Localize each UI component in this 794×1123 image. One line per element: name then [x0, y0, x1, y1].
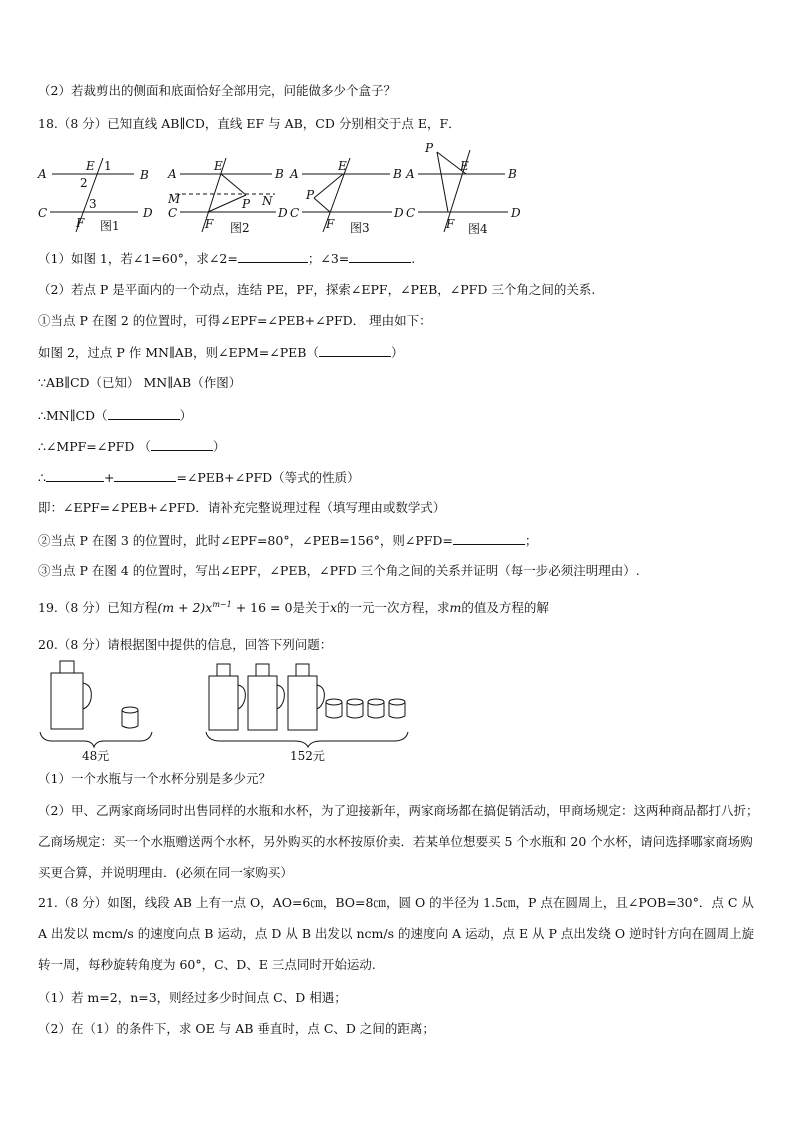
cup-icon — [326, 699, 342, 718]
fig2-label-M: M — [168, 192, 181, 206]
q18-part1-text-b: ；∠3= — [307, 251, 350, 266]
q18-step4-close: ） — [179, 408, 193, 423]
price-label-48: 48元 — [82, 749, 110, 763]
q18-step4-text: ∴MN∥CD（ — [38, 408, 108, 423]
thermos-icon — [209, 664, 245, 730]
figure-3 — [302, 158, 392, 232]
fig2-label-E: E — [214, 159, 223, 173]
fig2-label-P: P — [242, 197, 251, 211]
q18-step3: ∵AB∥CD（已知） MN∥AB（作图） — [38, 375, 242, 390]
q18-part1-text-a: （1）如图 1，若∠1=60°，求∠2= — [38, 251, 238, 266]
q18-step1: ①当点 P 在图 2 的位置时，可得∠EPF=∠PEB+∠PFD． 理由如下： — [38, 313, 432, 328]
fig3-label-F: F — [326, 217, 335, 231]
q19-eq-exponent: m−1 — [212, 600, 232, 609]
fig4-label-C: C — [406, 206, 416, 220]
answer-blank-angle2[interactable] — [238, 249, 308, 263]
q18-step8-end: ； — [524, 533, 538, 548]
fig1-label-A: A — [38, 167, 47, 181]
q19-text-d: 的值及方程的解 — [461, 600, 549, 616]
fig2-label-B: B — [275, 167, 284, 181]
q19-var-x: x — [329, 600, 338, 616]
fig4-label-P: P — [425, 141, 434, 155]
answer-blank-reason2[interactable] — [108, 406, 180, 420]
q19-text-b: 是关于 — [292, 600, 330, 616]
fig3-label-A: A — [290, 167, 299, 181]
cup-icon — [368, 699, 384, 718]
q18-step8 — [38, 531, 537, 550]
fig1-caption: 图1 — [100, 219, 120, 233]
cup-icon — [347, 699, 363, 718]
fig4-caption: 图4 — [468, 222, 488, 236]
fig2-label-N: N — [262, 194, 273, 208]
fig3-caption: 图3 — [350, 221, 370, 235]
answer-blank-reason3[interactable] — [151, 437, 213, 451]
answer-blank-expr1[interactable] — [46, 468, 104, 482]
q19-eq-left: (m + 2)x — [157, 600, 213, 616]
q18-step2-close: ） — [390, 345, 404, 360]
fig3-label-C: C — [290, 206, 300, 220]
fig4-label-A: A — [406, 167, 415, 181]
fig2-caption: 图2 — [230, 221, 250, 235]
q18-part1 — [38, 249, 415, 268]
q18-part1-text-c: . — [411, 251, 416, 266]
q18-step8-text: ②当点 P 在图 3 的位置时，此时∠EPF=80°，∠PEB=156°，则∠PFD= — [38, 533, 453, 548]
fig1-angle-2: 2 — [80, 176, 88, 190]
q17-part2: （2）若裁剪出的侧面和底面恰好全部用完，问能做多少个盒子？ — [38, 83, 396, 98]
fig2-label-A: A — [168, 167, 177, 181]
q19-equation — [157, 600, 292, 615]
q19 — [38, 596, 549, 617]
q19-text-a: 19.（8 分）已知方程 — [38, 600, 158, 616]
q21-part2: （2）在（1）的条件下，求 OE 与 AB 垂直时，点 C、D 之间的距离； — [38, 1021, 435, 1036]
fig1-angle-3: 3 — [89, 197, 97, 211]
q18-step5 — [38, 437, 225, 456]
answer-blank-pfd[interactable] — [453, 531, 525, 545]
q20-part1: （1）一个水瓶与一个水杯分别是多少元？ — [38, 771, 271, 786]
thermos-icon — [288, 664, 324, 730]
fig2-label-F: F — [205, 217, 214, 231]
q18-step5-close: ） — [212, 439, 226, 454]
q18-step7: 即：∠EPF=∠PEB+∠PFD．请补充完整说理过程（填写理由或数学式） — [38, 500, 446, 515]
q19-eq-right: + 16 = 0 — [231, 600, 293, 616]
fig3-label-E: E — [338, 159, 347, 173]
fig4-label-F: F — [446, 217, 455, 231]
fig1-label-C: C — [38, 206, 48, 220]
q21-text: 21.（8 分）如图，线段 AB 上有一点 O，AO=6㎝，BO=8㎝，圆 O 的半径为 1.5㎝，P 点在圆周上，且∠POB=30°．点 C 从 A 出发以 mcm/s 的速度向点 B 运动，点 D 从 B 出发以 ncm/s 的速度向 A 运动，点 E 从 P 点出发绕 O 逆时针方向在圆周上旋转一周，每秒旋转角度为 60°，C、D、E 三点同时开始运动. — [38, 895, 755, 972]
fig2-label-C: C — [168, 206, 178, 220]
q21-part1: （1）若 m=2，n=3，则经过多少时间点 C、D 相遇； — [38, 990, 347, 1005]
brace-left — [40, 732, 152, 747]
figure-2 — [175, 158, 276, 232]
fig1-label-E: E — [86, 159, 95, 173]
q18-step5-text: ∴∠MPF=∠PFD （ — [38, 439, 151, 454]
fig3-label-P: P — [306, 188, 315, 202]
brace-right — [206, 732, 408, 747]
q18-step6-plus: + — [103, 470, 115, 485]
fig3-label-B: B — [393, 167, 402, 181]
answer-blank-angle3[interactable] — [349, 249, 411, 263]
q18-step6-text: =∠PEB+∠PFD（等式的性质） — [176, 470, 360, 485]
q20-part2: （2）甲、乙两家商场同时出售同样的水瓶和水杯，为了迎接新年，两家商场都在搞促销活动，甲商场规定：这两种商品都打八折；乙商场规定：买一个水瓶赠送两个水杯，另外购买的水杯按原价卖．若某单位想要买 5 个水瓶和 20 个水杯，请问选择哪家商场购买更合算，并说明理由．(必须在同一家购买） — [38, 803, 759, 880]
fig1-label-F: F — [76, 216, 85, 230]
price-label-152: 152元 — [290, 749, 325, 763]
fig4-label-D: D — [511, 206, 521, 220]
fig4-label-B: B — [508, 167, 517, 181]
q18-header: 18.（8 分）已知直线 AB∥CD，直线 EF 与 AB，CD 分别相交于点 E，F． — [38, 116, 461, 131]
q18-step6-therefore: ∴ — [38, 470, 46, 485]
thermos-icon — [248, 664, 284, 730]
q19-var-m: m — [449, 600, 462, 616]
fig1-label-D: D — [143, 206, 153, 220]
q18-step6 — [38, 468, 360, 487]
fig4-label-E: E — [460, 159, 469, 173]
answer-blank-reason1[interactable] — [319, 343, 391, 357]
q18-figures — [0, 140, 794, 240]
q18-step4 — [38, 406, 192, 425]
thermos-icon — [51, 661, 91, 729]
fig1-label-B: B — [140, 168, 149, 182]
q20-header: 20.（8 分）请根据图中提供的信息，回答下列问题： — [38, 637, 333, 652]
fig2-label-D: D — [278, 206, 288, 220]
fig3-label-D: D — [394, 206, 404, 220]
q18-step9: ③当点 P 在图 4 的位置时，写出∠EPF，∠PEB，∠PFD 三个角之间的关系并证明（每一步必须注明理由）. — [38, 563, 640, 578]
fig1-angle-1: 1 — [104, 159, 112, 173]
q18-step2 — [38, 343, 403, 362]
q19-text-c: 的一元一次方程，求 — [337, 600, 450, 616]
q18-part2: （2）若点 P 是平面内的一个动点，连结 PE，PF，探索∠EPF，∠PEB，∠PFD 三个角之间的关系. — [38, 282, 596, 297]
q18-step2-text: 如图 2，过点 P 作 MN∥AB，则∠EPM=∠PEB（ — [38, 345, 319, 360]
q20-figure — [0, 655, 794, 765]
cup-icon — [122, 707, 138, 728]
cup-icon — [389, 699, 405, 718]
answer-blank-expr2[interactable] — [114, 468, 176, 482]
